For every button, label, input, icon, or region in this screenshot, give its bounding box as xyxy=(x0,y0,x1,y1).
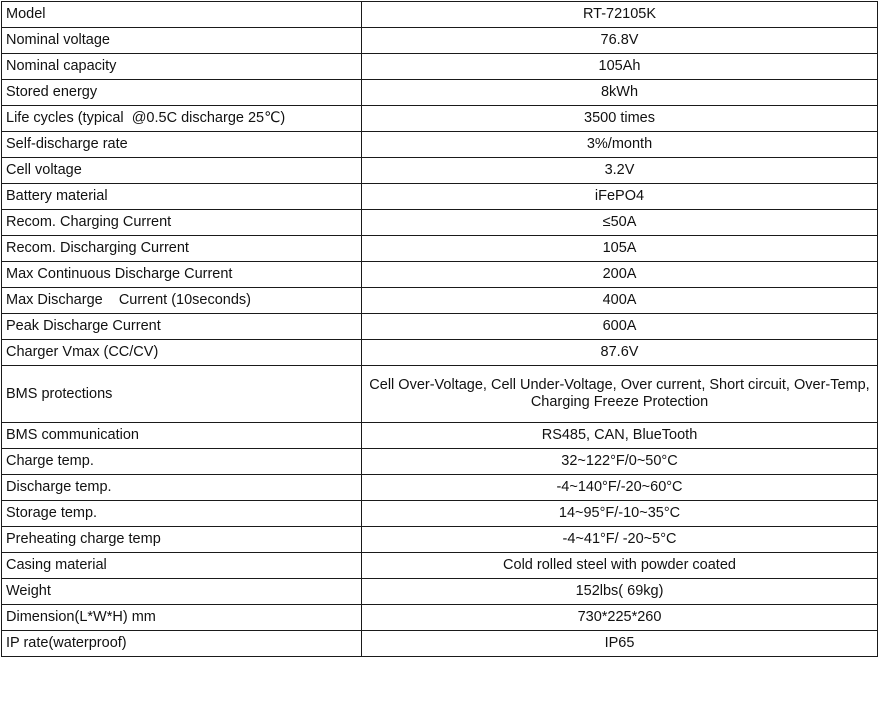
spec-value: 8kWh xyxy=(362,80,878,106)
spec-label: Life cycles (typical @0.5C discharge 25℃) xyxy=(2,106,362,132)
spec-label: Dimension(L*W*H) mm xyxy=(2,605,362,631)
spec-value: 400A xyxy=(362,288,878,314)
spec-label: BMS communication xyxy=(2,423,362,449)
spec-value: 105A xyxy=(362,236,878,262)
spec-label: Stored energy xyxy=(2,80,362,106)
spec-value: 105Ah xyxy=(362,54,878,80)
spec-value: Cold rolled steel with powder coated xyxy=(362,553,878,579)
spec-label: Peak Discharge Current xyxy=(2,314,362,340)
table-row xyxy=(2,631,878,657)
table-row xyxy=(2,132,878,158)
table-row xyxy=(2,605,878,631)
table-row xyxy=(2,288,878,314)
table-row xyxy=(2,527,878,553)
spec-value: Cell Over-Voltage, Cell Under-Voltage, Over current, Short circuit, Over-Temp, Charging Freeze Protection xyxy=(362,366,878,423)
spec-label: Recom. Discharging Current xyxy=(2,236,362,262)
spec-label: Storage temp. xyxy=(2,501,362,527)
spec-label: Battery material xyxy=(2,184,362,210)
spec-label: BMS protections xyxy=(2,366,362,423)
spec-label: IP rate(waterproof) xyxy=(2,631,362,657)
table-row xyxy=(2,340,878,366)
spec-label: Discharge temp. xyxy=(2,475,362,501)
spec-value: 3%/month xyxy=(362,132,878,158)
spec-value: -4~41°F/ -20~5°C xyxy=(362,527,878,553)
spec-label: Cell voltage xyxy=(2,158,362,184)
table-row xyxy=(2,210,878,236)
table-row xyxy=(2,184,878,210)
spec-value: ≤50A xyxy=(362,210,878,236)
table-row xyxy=(2,449,878,475)
table-row xyxy=(2,28,878,54)
spec-label: Charge temp. xyxy=(2,449,362,475)
spec-label: Model xyxy=(2,2,362,28)
table-row xyxy=(2,2,878,28)
table-row xyxy=(2,158,878,184)
spec-label: Max Discharge Current (10seconds) xyxy=(2,288,362,314)
spec-value: iFePO4 xyxy=(362,184,878,210)
spec-value: RS485, CAN, BlueTooth xyxy=(362,423,878,449)
spec-table xyxy=(1,1,878,657)
spec-value: 32~122°F/0~50°C xyxy=(362,449,878,475)
spec-value: 600A xyxy=(362,314,878,340)
spec-table-body xyxy=(2,2,878,657)
table-row xyxy=(2,106,878,132)
spec-value: 14~95°F/-10~35°C xyxy=(362,501,878,527)
spec-value: 200A xyxy=(362,262,878,288)
table-row xyxy=(2,501,878,527)
spec-label: Weight xyxy=(2,579,362,605)
spec-label: Casing material xyxy=(2,553,362,579)
spec-value: 3.2V xyxy=(362,158,878,184)
table-row xyxy=(2,579,878,605)
spec-label: Max Continuous Discharge Current xyxy=(2,262,362,288)
spec-value: 76.8V xyxy=(362,28,878,54)
spec-value: RT-72105K xyxy=(362,2,878,28)
spec-value: IP65 xyxy=(362,631,878,657)
table-row xyxy=(2,80,878,106)
table-row xyxy=(2,366,878,423)
table-row xyxy=(2,236,878,262)
table-row xyxy=(2,54,878,80)
spec-label: Charger Vmax (CC/CV) xyxy=(2,340,362,366)
table-row xyxy=(2,314,878,340)
spec-value: 730*225*260 xyxy=(362,605,878,631)
spec-label: Nominal capacity xyxy=(2,54,362,80)
table-row xyxy=(2,262,878,288)
spec-value: 87.6V xyxy=(362,340,878,366)
table-row xyxy=(2,553,878,579)
table-row xyxy=(2,475,878,501)
spec-label: Self-discharge rate xyxy=(2,132,362,158)
spec-label: Nominal voltage xyxy=(2,28,362,54)
spec-value: -4~140°F/-20~60°C xyxy=(362,475,878,501)
spec-label: Recom. Charging Current xyxy=(2,210,362,236)
spec-value: 3500 times xyxy=(362,106,878,132)
spec-value: 152lbs( 69kg) xyxy=(362,579,878,605)
table-row xyxy=(2,423,878,449)
spec-label: Preheating charge temp xyxy=(2,527,362,553)
